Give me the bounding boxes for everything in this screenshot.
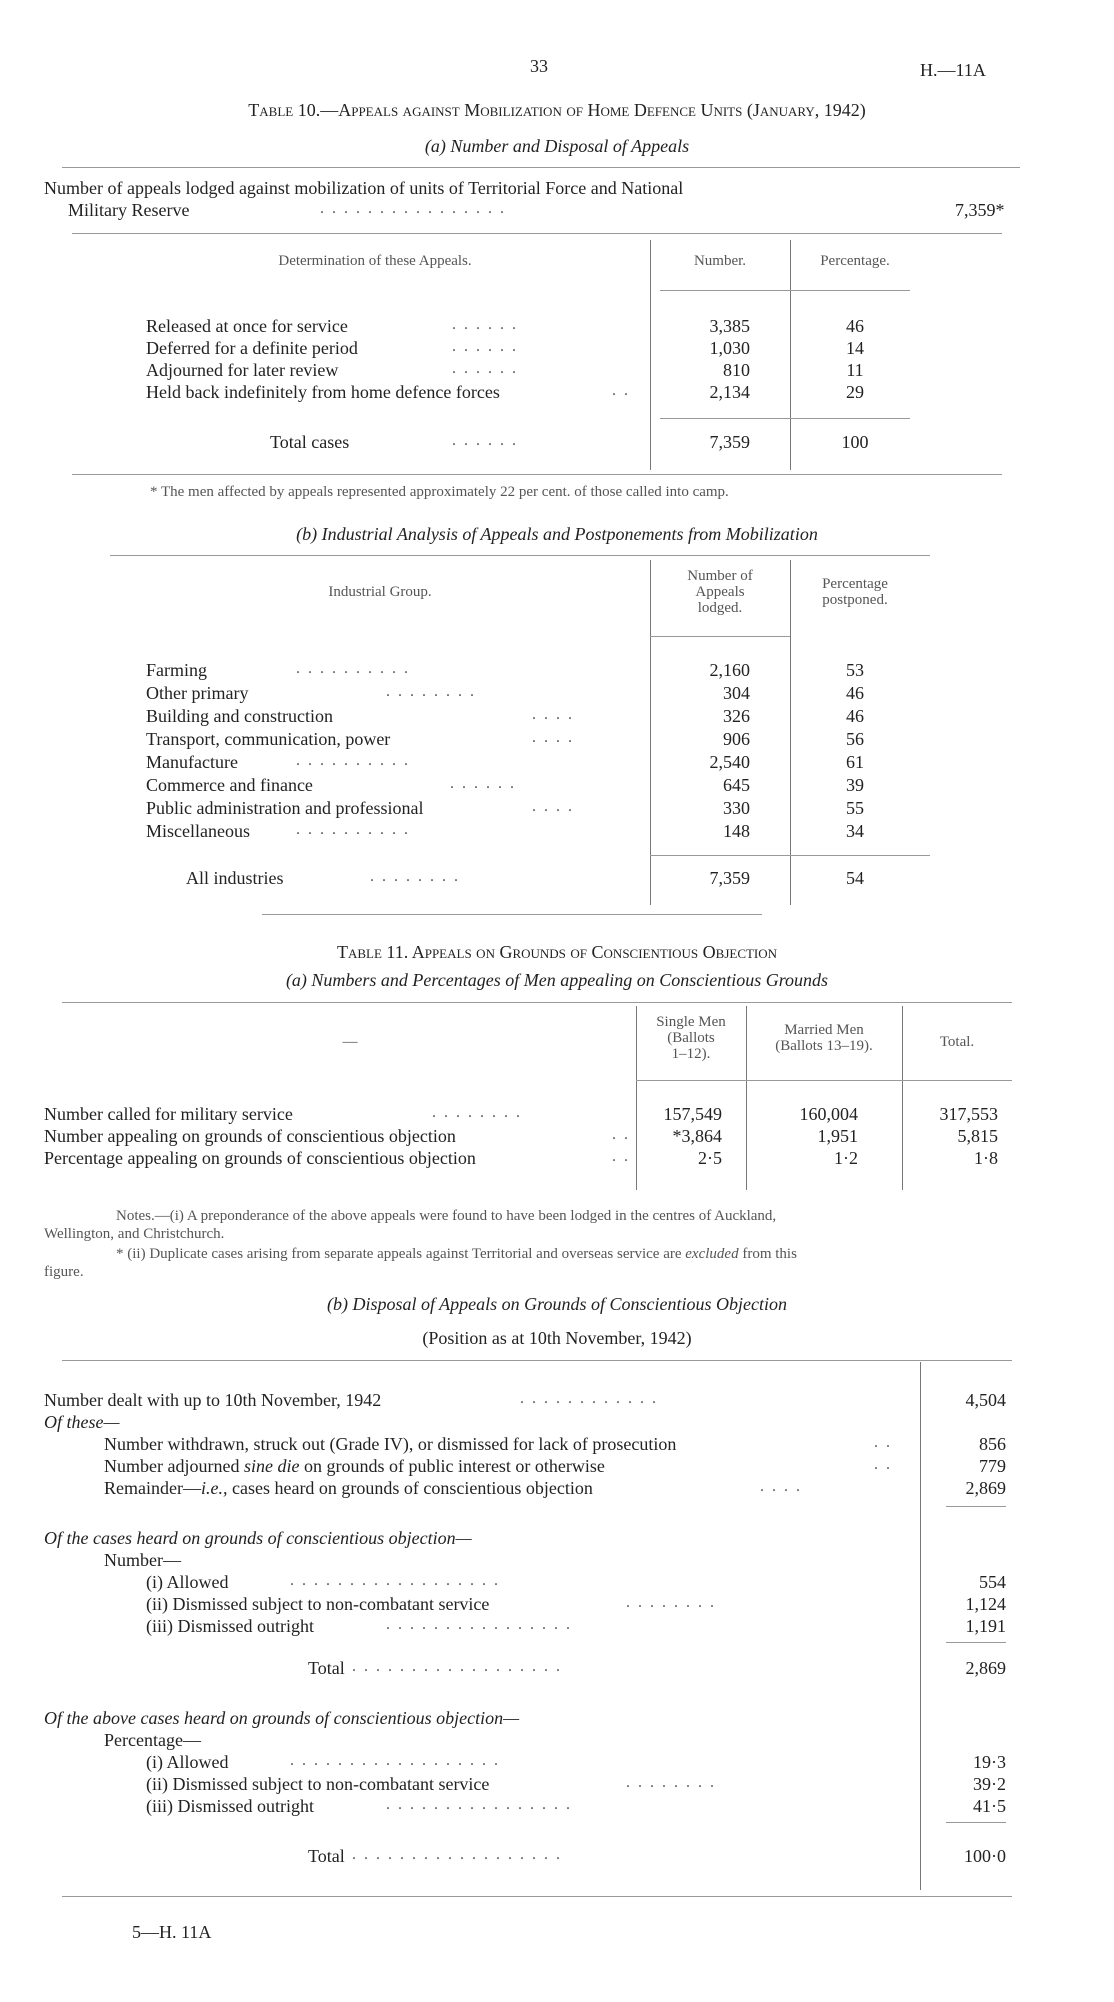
all-industries-number: 7,359 bbox=[709, 868, 750, 888]
table10-a-title: (a) Number and Disposal of Appeals bbox=[424, 136, 690, 156]
number-total-label: Total bbox=[308, 1658, 345, 1678]
page-number: 33 bbox=[530, 56, 548, 76]
col-number: Number. bbox=[693, 253, 747, 269]
withdrawn-label: Number withdrawn, struck out (Grade IV), or dismissed for lack of prosecution bbox=[104, 1434, 677, 1454]
table-row: Miscellaneous bbox=[146, 821, 250, 841]
above-cases-heading: Of the above cases heard on grounds of conscientious objection— bbox=[44, 1708, 520, 1728]
table-row: Number called for military service bbox=[44, 1104, 293, 1124]
notes-line3: * (ii) Duplicate cases arising from separate appeals against Territorial and overseas service are excluded from this bbox=[116, 1246, 797, 1262]
table-row: Public administration and professional bbox=[146, 798, 424, 818]
table-row: Farming bbox=[146, 660, 207, 680]
col-single-men: Single Men (Ballots 1–12). bbox=[656, 1014, 726, 1062]
remainder-label: Remainder—i.e., cases heard on grounds of conscientious objection bbox=[104, 1478, 593, 1498]
all-industries-label: All industries bbox=[186, 868, 284, 888]
table11-b-subtitle: (Position as at 10th November, 1942) bbox=[422, 1328, 692, 1348]
table10-title: Table 10.—Appeals against Mobilization of Home Defence Units (January, 1942) bbox=[248, 100, 866, 120]
table-row: Manufacture bbox=[146, 752, 238, 772]
withdrawn-value: 856 bbox=[979, 1434, 1006, 1454]
number-label: Number— bbox=[104, 1550, 181, 1570]
table10-footnote: * The men affected by appeals represented approximately 22 per cent. of those called into camp. bbox=[150, 484, 729, 500]
list-item: (iii) Dismissed outright bbox=[146, 1616, 314, 1636]
col-total: Total. bbox=[939, 1034, 975, 1050]
table-row: Commerce and finance bbox=[146, 775, 313, 795]
page-signature: 5—H. 11A bbox=[132, 1922, 212, 1942]
col-married-men: Married Men (Ballots 13–19). bbox=[775, 1022, 873, 1054]
col-percentage-postponed: Percentage postponed. bbox=[822, 576, 888, 608]
table11-b-title: (b) Disposal of Appeals on Grounds of Conscientious Objection bbox=[327, 1294, 787, 1314]
col-industrial-group: Industrial Group. bbox=[328, 584, 432, 600]
col-determination: Determination of these Appeals. bbox=[278, 253, 472, 269]
list-item: (i) Allowed bbox=[146, 1572, 229, 1592]
total-cases-label: Total cases bbox=[270, 432, 350, 452]
table10-b-title: (b) Industrial Analysis of Appeals and Postponements from Mobilization bbox=[296, 524, 818, 544]
table-row: Adjourned for later review bbox=[146, 360, 339, 380]
table-row: Transport, communication, power bbox=[146, 729, 391, 749]
all-industries-percentage: 54 bbox=[846, 868, 864, 888]
number-total-value: 2,869 bbox=[965, 1658, 1006, 1678]
percentage-total-label: Total bbox=[308, 1846, 345, 1866]
table11-title: Table 11. Appeals on Grounds of Conscientious Objection bbox=[336, 942, 778, 962]
table-row: Number appealing on grounds of conscientious objection bbox=[44, 1126, 456, 1146]
col-appeals-lodged: Number of Appeals lodged. bbox=[687, 568, 753, 616]
notes-line1: Notes.—(i) A preponderance of the above appeals were found to have been lodged in the centres of Auckland, bbox=[116, 1208, 777, 1224]
list-item: (ii) Dismissed subject to non-combatant service bbox=[146, 1774, 490, 1794]
table-row: Other primary bbox=[146, 683, 249, 703]
percentage-label: Percentage— bbox=[104, 1730, 201, 1750]
remainder-value: 2,869 bbox=[965, 1478, 1006, 1498]
dealt-with-value: 4,504 bbox=[965, 1390, 1006, 1410]
col-percentage: Percentage. bbox=[820, 253, 890, 269]
table-row: Held back indefinitely from home defence forces bbox=[146, 382, 500, 402]
table-row: Deferred for a definite period bbox=[146, 338, 358, 358]
table11-a-title: (a) Numbers and Percentages of Men appealing on Conscientious Grounds bbox=[285, 970, 829, 990]
table-row: Building and construction bbox=[146, 706, 333, 726]
dealt-with-label: Number dealt with up to 10th November, 1942 bbox=[44, 1390, 382, 1410]
notes-line4: figure. bbox=[44, 1264, 84, 1280]
notes-line2: Wellington, and Christchurch. bbox=[44, 1226, 225, 1242]
table-row: Percentage appealing on grounds of conscientious objection bbox=[44, 1148, 476, 1168]
heard-heading: Of the cases heard on grounds of conscientious objection— bbox=[44, 1528, 472, 1548]
appeals-lodged-line1: Number of appeals lodged against mobilization of units of Territorial Force and National bbox=[44, 178, 684, 198]
adjourned-value: 779 bbox=[979, 1456, 1006, 1476]
list-item: (i) Allowed bbox=[146, 1752, 229, 1772]
percentage-total-value: 100·0 bbox=[964, 1846, 1006, 1866]
appeals-lodged-line2: Military Reserve bbox=[68, 200, 190, 220]
list-item: (iii) Dismissed outright bbox=[146, 1796, 314, 1816]
appeals-lodged-total: 7,359* bbox=[955, 200, 1005, 220]
total-cases-percentage: 100 bbox=[841, 432, 869, 452]
blank-column-head: — bbox=[342, 1034, 358, 1050]
table-row: Released at once for service bbox=[146, 316, 348, 336]
adjourned-label: Number adjourned sine die on grounds of public interest or otherwise bbox=[104, 1456, 605, 1476]
of-these-label: Of these— bbox=[44, 1412, 120, 1432]
list-item: (ii) Dismissed subject to non-combatant service bbox=[146, 1594, 490, 1614]
total-cases-number: 7,359 bbox=[709, 432, 750, 452]
document-reference: H.—11A bbox=[920, 60, 986, 80]
